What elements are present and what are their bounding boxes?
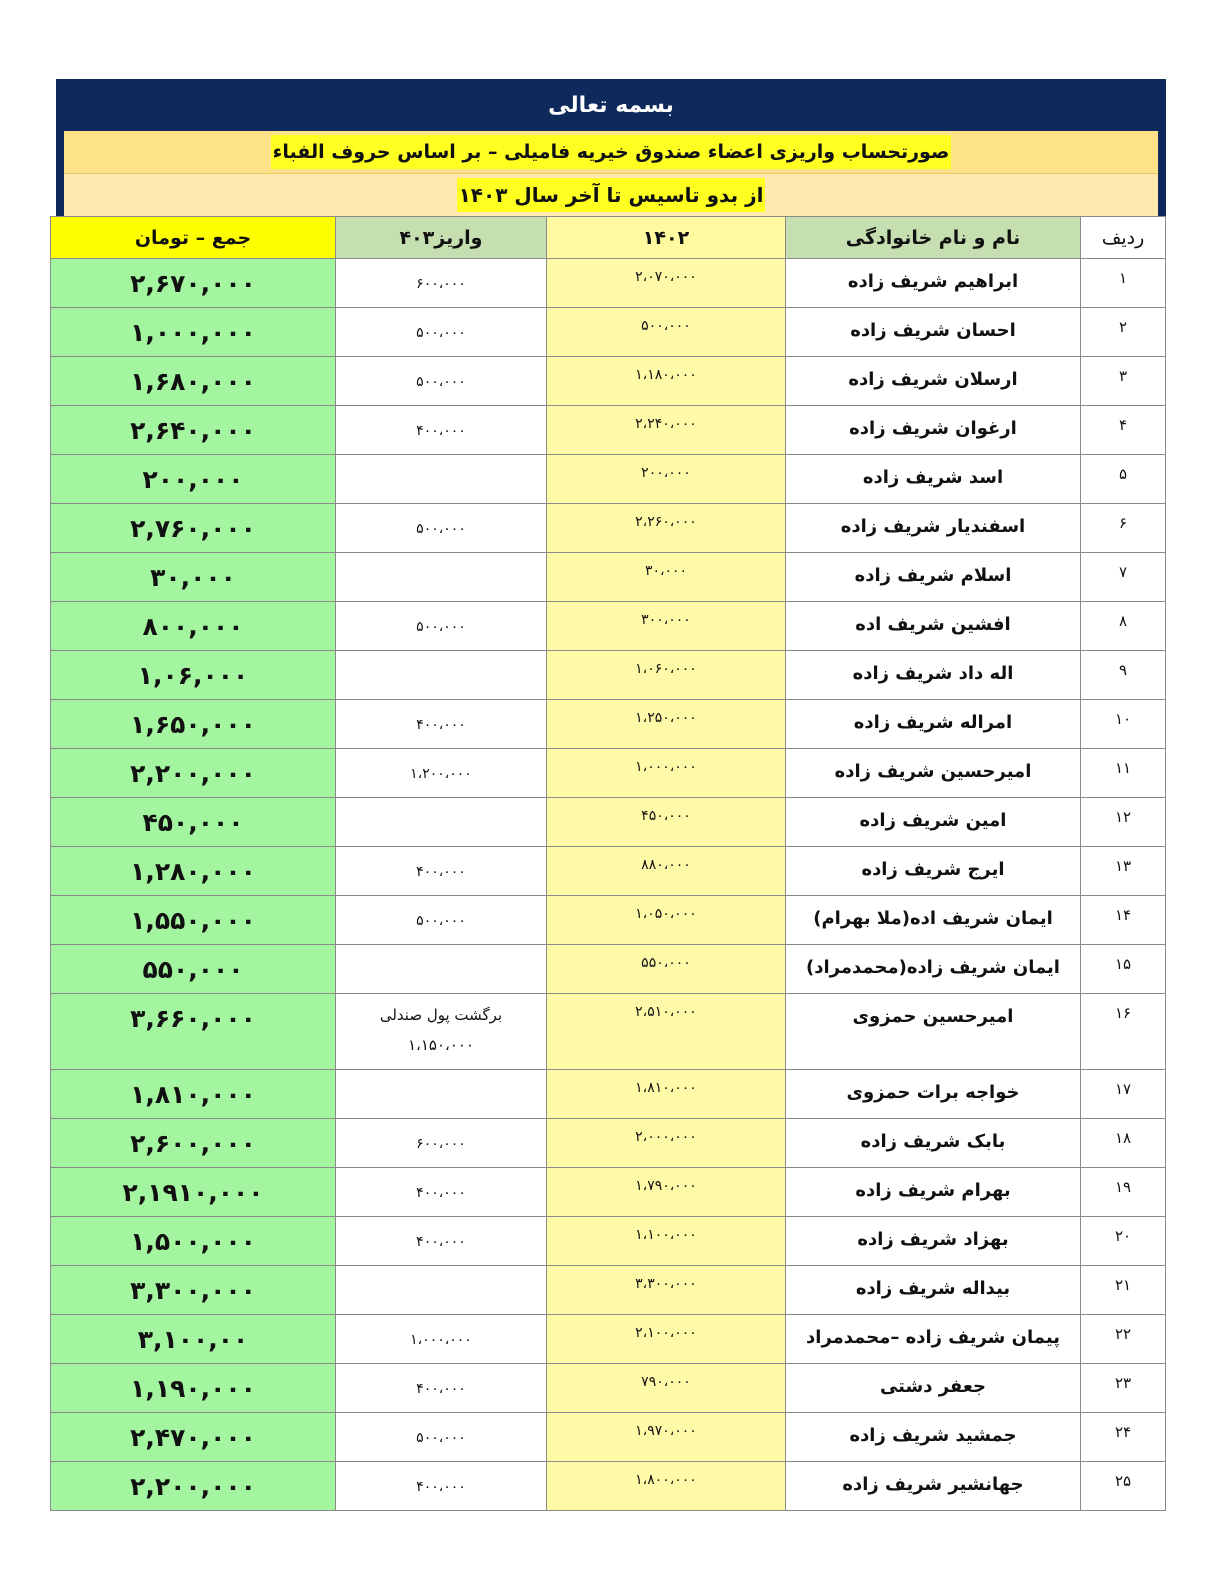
amount-1402: ۳۰۰،۰۰۰ [547, 602, 786, 651]
row-index: ۱۴ [1081, 896, 1166, 945]
amount-1402: ۱،۸۰۰،۰۰۰ [547, 1462, 786, 1511]
amount-total: ۲,۴۷۰,۰۰۰ [51, 1413, 336, 1462]
amount-403: ۴۰۰،۰۰۰ [336, 700, 547, 749]
amount-1402: ۳۰،۰۰۰ [547, 553, 786, 602]
table-row [51, 749, 1166, 798]
member-name: اسفندیار شریف زاده [786, 504, 1081, 553]
table-row [51, 798, 1166, 847]
amount-total: ۱,۵۵۰,۰۰۰ [51, 896, 336, 945]
table-row [51, 455, 1166, 504]
table-row [51, 602, 1166, 651]
member-name: پیمان شریف زاده –محمدمراد [786, 1315, 1081, 1364]
amount-total: ۲۰۰,۰۰۰ [51, 455, 336, 504]
amount-total: ۲,۶۰۰,۰۰۰ [51, 1119, 336, 1168]
row-index: ۲۳ [1081, 1364, 1166, 1413]
row-index: ۱۹ [1081, 1168, 1166, 1217]
period-text: از بدو تاسیس تا آخر سال ۱۴۰۳ [457, 178, 766, 212]
table-row [51, 1413, 1166, 1462]
amount-403-value: ۱،۱۵۰،۰۰۰ [407, 1036, 475, 1054]
member-name: ایرج شریف زاده [786, 847, 1081, 896]
amount-1402: ۴۵۰،۰۰۰ [547, 798, 786, 847]
amount-403: ۴۰۰،۰۰۰ [336, 1217, 547, 1266]
row-index: ۲۵ [1081, 1462, 1166, 1511]
table-row [51, 1070, 1166, 1119]
member-name: امراله شریف زاده [786, 700, 1081, 749]
amount-total: ۱,۲۸۰,۰۰۰ [51, 847, 336, 896]
member-name: ایمان شریف اده(ملا بهرام) [786, 896, 1081, 945]
table-row [51, 1266, 1166, 1315]
member-name: ارسلان شریف زاده [786, 357, 1081, 406]
member-name: بهرام شریف زاده [786, 1168, 1081, 1217]
table-row [51, 553, 1166, 602]
table-row [51, 259, 1166, 308]
col-1402-header: ۱۴۰۲ [547, 217, 786, 259]
amount-1402: ۱،۱۰۰،۰۰۰ [547, 1217, 786, 1266]
amount-1402: ۲،۱۰۰،۰۰۰ [547, 1315, 786, 1364]
row-index: ۲۴ [1081, 1413, 1166, 1462]
member-name: اسلام شریف زاده [786, 553, 1081, 602]
amount-total: ۳,۳۰۰,۰۰۰ [51, 1266, 336, 1315]
row-index: ۶ [1081, 504, 1166, 553]
amount-total: ۲,۶۷۰,۰۰۰ [51, 259, 336, 308]
table-row [51, 357, 1166, 406]
row-index: ۷ [1081, 553, 1166, 602]
subtitle-block [56, 131, 1166, 216]
member-name: ابراهیم شریف زاده [786, 259, 1081, 308]
amount-403 [336, 1070, 547, 1119]
amount-total: ۱,۸۱۰,۰۰۰ [51, 1070, 336, 1119]
amount-total: ۱,۵۰۰,۰۰۰ [51, 1217, 336, 1266]
amount-403 [336, 945, 547, 994]
table-row [51, 945, 1166, 994]
row-index: ۱۷ [1081, 1070, 1166, 1119]
table-row [51, 1364, 1166, 1413]
subtitle-row [64, 131, 1158, 174]
amount-total: ۴۵۰,۰۰۰ [51, 798, 336, 847]
amount-403: ۶۰۰،۰۰۰ [336, 1119, 547, 1168]
amount-1402: ۲،۲۶۰،۰۰۰ [547, 504, 786, 553]
amount-total: ۵۵۰,۰۰۰ [51, 945, 336, 994]
row-index: ۸ [1081, 602, 1166, 651]
amount-403: ۵۰۰،۰۰۰ [336, 1413, 547, 1462]
amount-total: ۳,۱۰۰,۰۰ [51, 1315, 336, 1364]
amount-403: ۱،۰۰۰،۰۰۰ [336, 1315, 547, 1364]
amount-1402: ۱،۱۸۰،۰۰۰ [547, 357, 786, 406]
amount-403 [336, 1266, 547, 1315]
row-index: ۲۰ [1081, 1217, 1166, 1266]
subtitle-text: صورتحساب واریزی اعضاء صندوق خیریه فامیلی – بر اساس حروف الفباء [271, 135, 952, 169]
amount-1402: ۳،۳۰۰،۰۰۰ [547, 1266, 786, 1315]
statement-sheet [56, 79, 1166, 1511]
member-name: خواجه برات حمزوی [786, 1070, 1081, 1119]
row-index: ۱۰ [1081, 700, 1166, 749]
table-row [51, 651, 1166, 700]
contributions-table [50, 216, 1166, 1511]
table-row [51, 1168, 1166, 1217]
member-name: جهانشیر شریف زاده [786, 1462, 1081, 1511]
amount-403: ۵۰۰،۰۰۰ [336, 504, 547, 553]
member-name: اله داد شریف زاده [786, 651, 1081, 700]
col-total-header: جمع – تومان [51, 217, 336, 259]
member-name: جمشید شریف زاده [786, 1413, 1081, 1462]
amount-total: ۱,۰۰۰,۰۰۰ [51, 308, 336, 357]
amount-403: ۱،۲۰۰،۰۰۰ [336, 749, 547, 798]
member-name: بیداله شریف زاده [786, 1266, 1081, 1315]
table-row [51, 504, 1166, 553]
row-index: ۹ [1081, 651, 1166, 700]
row-index: ۳ [1081, 357, 1166, 406]
amount-1402: ۵۵۰،۰۰۰ [547, 945, 786, 994]
table-row [51, 847, 1166, 896]
member-name: امیرحسین حمزوی [786, 994, 1081, 1070]
amount-total: ۲,۲۰۰,۰۰۰ [51, 749, 336, 798]
member-name: ارغوان شریف زاده [786, 406, 1081, 455]
table-header-row [51, 217, 1166, 259]
amount-total: ۱,۶۵۰,۰۰۰ [51, 700, 336, 749]
member-name: احسان شریف زاده [786, 308, 1081, 357]
amount-total: ۳,۶۶۰,۰۰۰ [51, 994, 336, 1070]
row-index: ۱۵ [1081, 945, 1166, 994]
amount-total: ۲,۲۰۰,۰۰۰ [51, 1462, 336, 1511]
col-403-header: واریز۴۰۳ [336, 217, 547, 259]
row-index: ۱۲ [1081, 798, 1166, 847]
amount-total: ۲,۷۶۰,۰۰۰ [51, 504, 336, 553]
amount-403 [336, 798, 547, 847]
amount-1402: ۱،۰۶۰،۰۰۰ [547, 651, 786, 700]
period-row [64, 174, 1158, 216]
amount-1402: ۱،۰۰۰،۰۰۰ [547, 749, 786, 798]
amount-1402: ۵۰۰،۰۰۰ [547, 308, 786, 357]
amount-1402: ۱،۲۵۰،۰۰۰ [547, 700, 786, 749]
amount-total: ۲,۱۹۱۰,۰۰۰ [51, 1168, 336, 1217]
amount-403 [336, 994, 547, 1070]
member-name: جعفر دشتی [786, 1364, 1081, 1413]
amount-total: ۳۰,۰۰۰ [51, 553, 336, 602]
amount-403: ۴۰۰،۰۰۰ [336, 406, 547, 455]
row-index: ۲۱ [1081, 1266, 1166, 1315]
member-name: امیرحسین شریف زاده [786, 749, 1081, 798]
row-index: ۴ [1081, 406, 1166, 455]
amount-403 [336, 651, 547, 700]
amount-1402: ۱،۹۷۰،۰۰۰ [547, 1413, 786, 1462]
amount-total: ۱,۰۶,۰۰۰ [51, 651, 336, 700]
amount-total: ۲,۶۴۰,۰۰۰ [51, 406, 336, 455]
row-index: ۲ [1081, 308, 1166, 357]
banner-title: بسمه تعالی [56, 79, 1166, 131]
row-index: ۱۶ [1081, 994, 1166, 1070]
table-row [51, 994, 1166, 1070]
row-index: ۱۱ [1081, 749, 1166, 798]
amount-1402: ۱،۸۱۰،۰۰۰ [547, 1070, 786, 1119]
table-body [51, 259, 1166, 1511]
row-index: ۵ [1081, 455, 1166, 504]
amount-total: ۸۰۰,۰۰۰ [51, 602, 336, 651]
member-name: بهزاد شریف زاده [786, 1217, 1081, 1266]
amount-403: ۵۰۰،۰۰۰ [336, 357, 547, 406]
col-name-header: نام و نام خانوادگی [786, 217, 1081, 259]
amount-1402: ۲،۰۷۰،۰۰۰ [547, 259, 786, 308]
table-row [51, 896, 1166, 945]
row-index: ۱۸ [1081, 1119, 1166, 1168]
amount-1402: ۲،۲۴۰،۰۰۰ [547, 406, 786, 455]
amount-403 [336, 455, 547, 504]
member-name: اسد شریف زاده [786, 455, 1081, 504]
amount-1402: ۲،۰۰۰،۰۰۰ [547, 1119, 786, 1168]
col-index-header: ردیف [1081, 217, 1166, 259]
amount-403 [336, 553, 547, 602]
table-row [51, 700, 1166, 749]
member-name: ایمان شریف زاده(محمدمراد) [786, 945, 1081, 994]
member-name: امین شریف زاده [786, 798, 1081, 847]
amount-1402: ۲۰۰،۰۰۰ [547, 455, 786, 504]
table-row [51, 308, 1166, 357]
table-row [51, 1462, 1166, 1511]
amount-403: ۵۰۰،۰۰۰ [336, 602, 547, 651]
amount-1402: ۸۸۰،۰۰۰ [547, 847, 786, 896]
member-name: افشین شریف اده [786, 602, 1081, 651]
amount-403: ۴۰۰،۰۰۰ [336, 847, 547, 896]
table-row [51, 1217, 1166, 1266]
row-index: ۲۲ [1081, 1315, 1166, 1364]
amount-1402: ۲،۵۱۰،۰۰۰ [547, 994, 786, 1070]
amount-403: ۵۰۰،۰۰۰ [336, 896, 547, 945]
amount-403: ۴۰۰،۰۰۰ [336, 1364, 547, 1413]
amount-1402: ۱،۰۵۰،۰۰۰ [547, 896, 786, 945]
table-row [51, 406, 1166, 455]
amount-total: ۱,۱۹۰,۰۰۰ [51, 1364, 336, 1413]
member-name: بابک شریف زاده [786, 1119, 1081, 1168]
amount-403-note: برگشت پول صندلی [379, 1006, 503, 1024]
amount-403: ۴۰۰،۰۰۰ [336, 1168, 547, 1217]
row-index: ۱ [1081, 259, 1166, 308]
amount-total: ۱,۶۸۰,۰۰۰ [51, 357, 336, 406]
amount-1402: ۱،۷۹۰،۰۰۰ [547, 1168, 786, 1217]
table-row [51, 1119, 1166, 1168]
amount-403: ۴۰۰،۰۰۰ [336, 1462, 547, 1511]
row-index: ۱۳ [1081, 847, 1166, 896]
amount-403: ۵۰۰،۰۰۰ [336, 308, 547, 357]
amount-403: ۶۰۰،۰۰۰ [336, 259, 547, 308]
amount-1402: ۷۹۰،۰۰۰ [547, 1364, 786, 1413]
table-row [51, 1315, 1166, 1364]
